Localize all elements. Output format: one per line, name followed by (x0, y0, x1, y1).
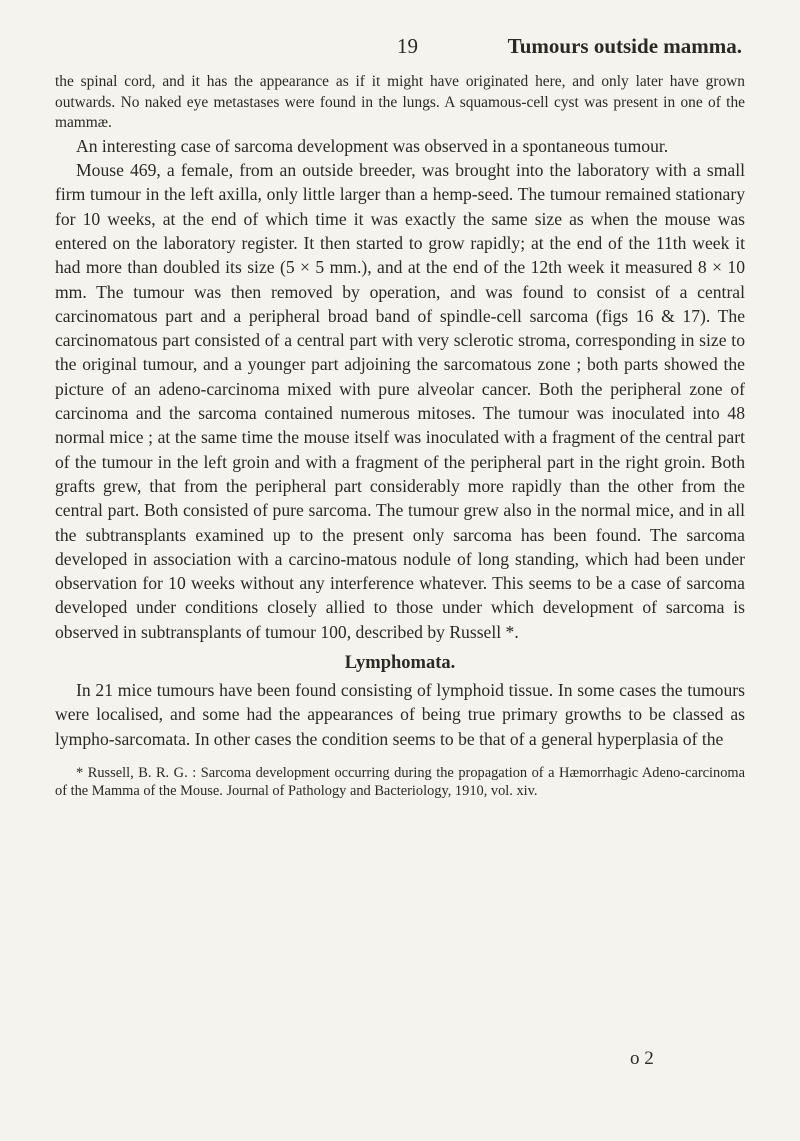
footnote: * Russell, B. R. G. : Sarcoma development occurring during the propagation of a Hæmorrhagic Adeno-carcinoma of the Mamma of the Mouse. Journal of Pathology and Bacteriology, 1910, vol. xiv. (55, 764, 745, 800)
running-head: Tumours outside mamma. (507, 34, 742, 58)
page-body (55, 72, 745, 801)
paragraph-lymphomata: In 21 mice tumours have been found consisting of lymphoid tissue. In some cases the tumours were localised, and some had the appearances of being true primary growths to be classed as lympho-sarcomata. In other cases the condition seems to be that of a general hyperplasia of the (55, 680, 745, 749)
signature-mark: o 2 (630, 1048, 654, 1069)
page-number: 19 (397, 34, 418, 58)
intro-paragraph: the spinal cord, and it has the appearance as if it might have originated here, and only later have grown outwards. No naked eye metastases were found in the lungs. A squamous-cell cyst was present in one of the mammæ. (55, 73, 745, 132)
paragraph-mouse-469: Mouse 469, a female, from an outside breeder, was brought into the laboratory with a small firm tumour in the left axilla, only little larger than a hemp-seed. The tumour remained stationary for 10 weeks, at the end of which time it was exactly the same size as when the mouse was entered on the laboratory register. It then started to grow rapidly; at the end of the 11th week it had more than doubled its size (5 × 5 mm.), and at the end of the 12th week it measured 8 × 10 mm. The tumour was then removed by operation, and was found to consist of a central carcinomatous part and a peripheral broad band of spindle-cell sarcoma (figs 16 & 17). The carcinomatous part consisted of a central part with very sclerotic stroma, corresponding in size to the original tumour, and a younger part adjoining the sarcomatous zone ; both parts showed the picture of an adeno-carcinoma mixed with pure alveolar cancer. Both the peripheral zone of carcinoma and the sarcoma contained numerous mitoses. The tumour was inoculated into 48 normal mice ; at the same time the mouse itself was inoculated with a fragment of the central part of the tumour in the left groin and with a fragment of the peripheral part in the right groin. Both grafts grew, that from the peripheral part considerably more rapidly than the other from the central part. Both consisted of pure sarcoma. The tumour grew also in the normal mice, and in all the subtransplants examined up to the present only sarcoma has been found. The sarcoma developed in association with a carcino-matous nodule of long standing, which had been under observation for 10 weeks without any interference whatever. This seems to be a case of sarcoma developed under conditions closely allied to those under which development of sarcoma is observed in subtransplants of tumour 100, described by Russell *. (55, 160, 745, 642)
paragraph-sarcoma-intro: An interesting case of sarcoma development was observed in a spontaneous tumour. (76, 135, 669, 156)
section-title: Lymphomata. (344, 653, 456, 674)
page-header (0, 34, 800, 74)
